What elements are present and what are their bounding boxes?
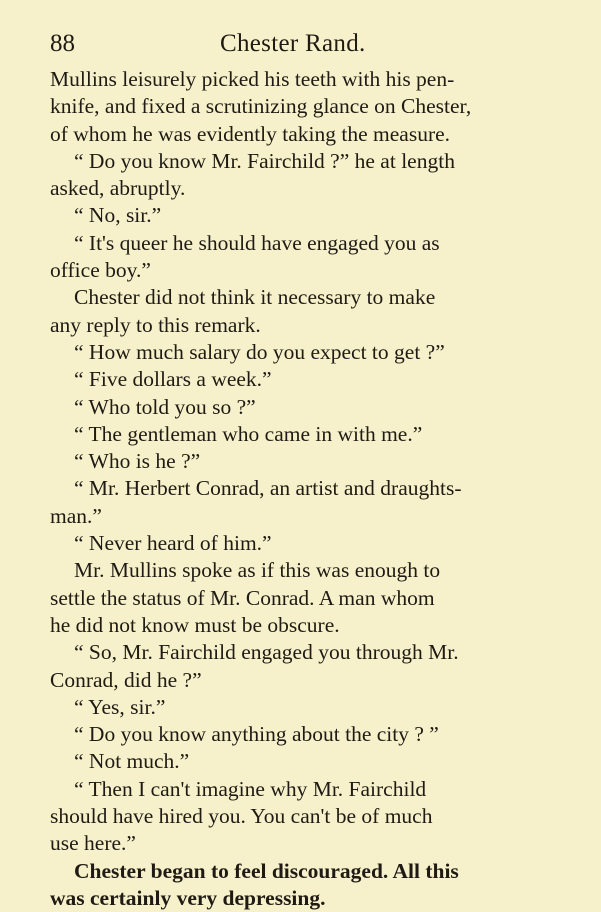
text-line: “ Do you know Mr. Fairchild ?” he at length [74,148,455,173]
text-line: “ Do you know anything about the city ? ” [74,722,439,747]
text-line: knife, and fixed a scrutinizing glance on Chester, [50,94,472,119]
text-line: “ Who told you so ?” [74,394,256,419]
text-line: “ Then I can't imagine why Mr. Fairchild [74,776,427,801]
text-line: “ Mr. Herbert Conrad, an artist and draughts- [74,476,462,501]
text-line: Mr. Mullins spoke as if this was enough to [74,558,441,583]
text-line: office boy.” [50,258,151,283]
text-line: “ Five dollars a week.” [74,367,272,392]
text-line: “ How much salary do you expect to get ?” [74,339,445,364]
text-line: of whom he was evidently taking the measure. [50,121,451,146]
text-line: man.” [50,503,102,528]
page-header [50,28,560,60]
text-line: Chester did not think it necessary to make [74,285,436,310]
page-number: 88 [50,30,75,57]
text-line: “ Never heard of him.” [74,531,272,556]
text-line: “ It's queer he should have engaged you as [74,230,440,255]
running-title: Chester Rand. [220,30,366,57]
text-line: “ Not much.” [74,749,190,774]
text-line: Mullins leisurely picked his teeth with his pen- [50,67,455,91]
text-line: “ Yes, sir.” [74,694,166,719]
text-line: settle the status of Mr. Conrad. A man whom [50,585,435,610]
text-line: Conrad, did he ?” [50,667,202,692]
text-line: “ Who is he ?” [74,449,201,474]
text-line: any reply to this remark. [50,312,261,337]
text-line: “ So, Mr. Fairchild engaged you through Mr. [74,640,459,665]
text-line: should have hired you. You can't be of much [50,804,433,829]
text-line: “ The gentleman who came in with me.” [74,421,423,446]
text-line: was certainly very depressing. [50,885,326,910]
text-line: use here.” [50,831,136,856]
text-line: Chester began to feel discouraged. All this [74,858,459,883]
text-line: asked, abruptly. [50,176,186,201]
body-text [50,66,565,912]
text-line: he did not know must be obscure. [50,612,340,637]
text-line: “ No, sir.” [74,203,162,228]
